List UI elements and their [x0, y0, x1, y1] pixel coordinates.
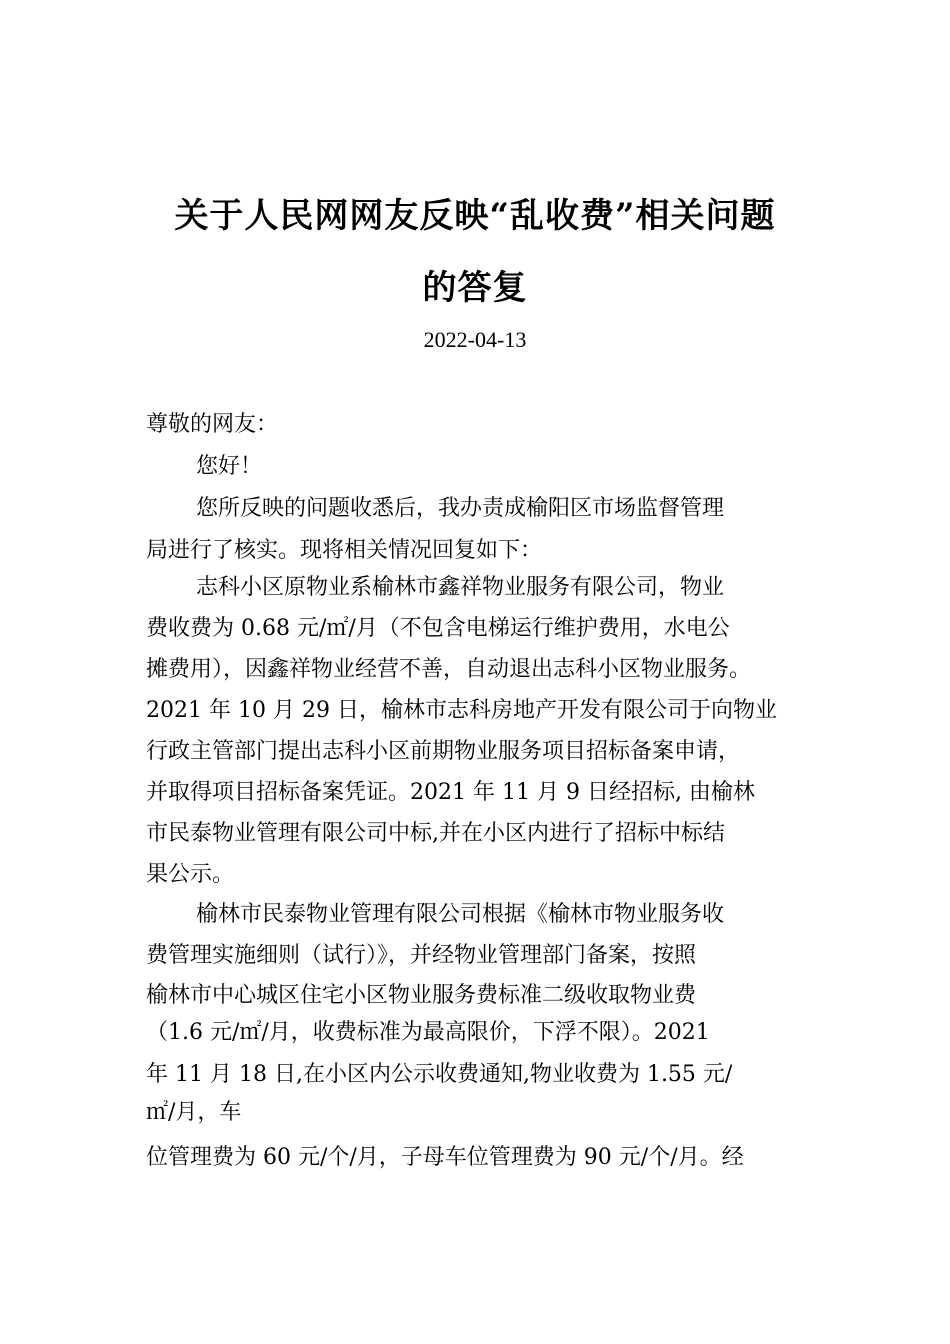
- body-line: 费收费为 0.68 元/㎡/月（不包含电梯运行维护费用，水电公: [146, 616, 730, 641]
- body-line: 并取得项目招标备案凭证。2021 年 11 月 9 日经招标, 由榆林: [146, 780, 755, 805]
- body-line: 志科小区原物业系榆林市鑫祥物业服务有限公司，物业: [196, 575, 725, 600]
- body-line: （1.6 元/㎡/月，收费标准为最高限价，下浮不限）。2021: [146, 1020, 710, 1045]
- body-line: 费管理实施细则（试行）》，并经物业管理部门备案，按照: [146, 943, 697, 968]
- body-line: 市民泰物业管理有限公司中标,并在小区内进行了招标中标结: [146, 821, 725, 846]
- body-line: 年 11 月 18 日,在小区内公示收费通知,物业收费为 1.55 元/: [146, 1062, 733, 1087]
- body-line: 局进行了核实。现将相关情况回复如下：: [146, 538, 543, 563]
- body-line: 摊费用），因鑫祥物业经营不善，自动退出志科小区物业服务。: [146, 657, 752, 682]
- salutation: 尊敬的网友：: [146, 412, 279, 437]
- document-title-line-1: 关于人民网网友反映“乱收费”相关问题: [174, 196, 776, 236]
- document-date: 2022-04-13: [423, 327, 527, 352]
- body-line: 行政主管部门提出志科小区前期物业服务项目招标备案申请，: [146, 739, 741, 764]
- document-title-line-2: 的答复: [422, 268, 528, 308]
- body-line: 果公示。: [146, 862, 235, 887]
- body-line: 位管理费为 60 元/个/月，子母车位管理费为 90 元/个/月。经: [146, 1145, 744, 1170]
- body-line: 榆林市民泰物业管理有限公司根据《榆林市物业服务收: [196, 902, 725, 927]
- body-line: 榆林市中心城区住宅小区物业服务费标准二级收取物业费: [146, 983, 697, 1008]
- body-line: 您所反映的问题收悉后，我办责成榆阳区市场监督管理: [196, 496, 725, 521]
- greeting: 您好！: [196, 454, 263, 479]
- body-line: 2021 年 10 月 29 日，榆林市志科房地产开发有限公司于向物业: [146, 698, 777, 723]
- body-line: ㎡/月，车: [146, 1100, 242, 1125]
